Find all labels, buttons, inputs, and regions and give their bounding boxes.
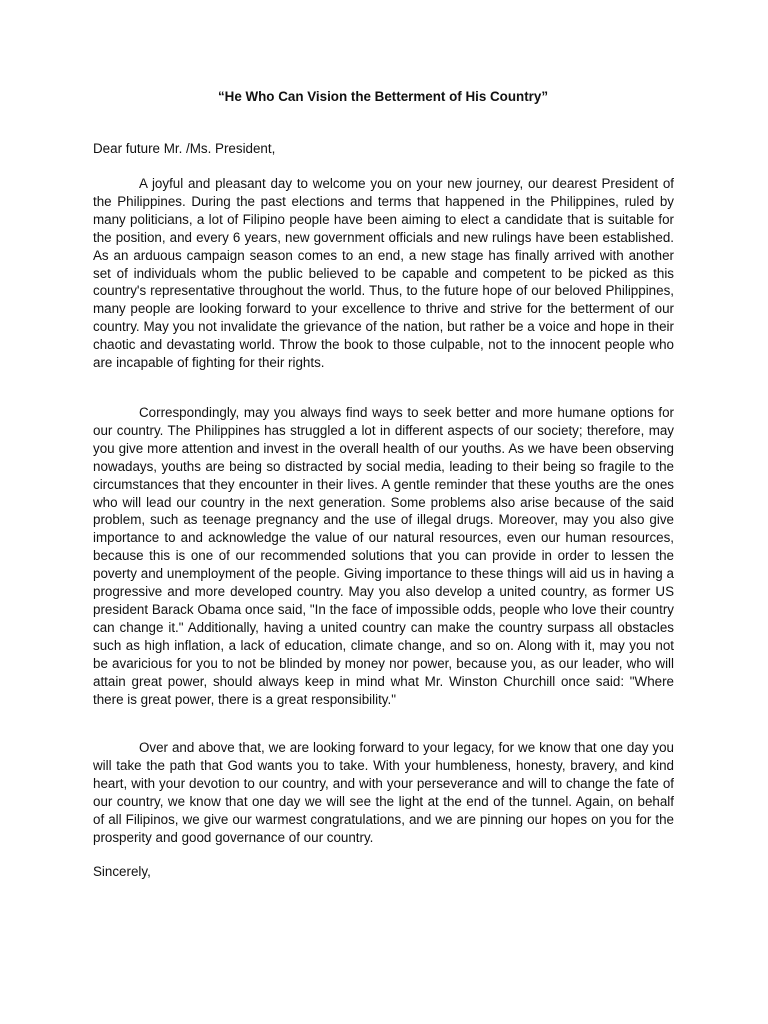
body-paragraph-3: Over and above that, we are looking forward to your legacy, for we know that one day you will take the path that God wants you to take. With your humbleness, honesty, bravery, and kind heart, with your devotion to our country, and with your perseverance and will to change the fate of our country, we know that one day we will see the light at the end of the tunnel. Again, on behalf of all Filipinos, we give our warmest congratulations, and we are pinning our hopes on you for the prosperity and good governance of our country. [93, 740, 674, 845]
closing: Sincerely, [93, 864, 151, 879]
letter-title: “He Who Can Vision the Betterment of His Country” [217, 89, 549, 104]
salutation: Dear future Mr. /Ms. President, [93, 141, 276, 156]
body-paragraph-1: A joyful and pleasant day to welcome you on your new journey, our dearest President of the Philippines. During the past elections and terms that happened in the Philippines, ruled by many politicians, a lot of Filipino people have been aiming to elect a candidate that is suitable for the position, and every 6 years, new government officials and new rulings have been established. As an arduous campaign season comes to an end, a new stage has finally arrived with another set of individuals whom the public believed to be capable and competent to be picked as this country's representative throughout the world. Thus, to the future hope of our beloved Philippines, many people are looking forward to your excellence to thrive and strive for the betterment of our country. May you not invalidate the grievance of the nation, but rather be a voice and hope in their chaotic and devastating world. Throw the book to those culpable, not to the innocent people who are incapable of fighting for their rights. [93, 176, 674, 371]
body-paragraph-2: Correspondingly, may you always find ways to seek better and more humane options for our country. The Philippines has struggled a lot in different aspects of our society; therefore, may you give more attention and invest in the overall health of our youths. As we have been observing nowadays, youths are being so distracted by social media, leading to their being so fragile to the circumstances that they encounter in their lives. A gentle reminder that these youths are the ones who will lead our country in the next generation. Some problems also arise because of the said problem, such as teenage pregnancy and the use of illegal drugs. Moreover, may you also give importance to and acknowledge the value of our natural resources, even our human resources, because this is one of our recommended solutions that you can provide in order to lessen the poverty and unemployment of the people. Giving importance to these things will aid us in having a progressive and more developed country. May you also develop a united country, as former US president Barack Obama once said, "In the face of impossible odds, people who love their country can change it." Additionally, having a united country can make the country surpass all obstacles such as high inflation, a lack of education, climate change, and so on. Along with it, may you not be avaricious for you to not be blinded by money nor power, because you, as our leader, who will attain great power, should always keep in mind what Mr. Winston Churchill once said: "Where there is great power, there is a great responsibility." [93, 405, 674, 707]
